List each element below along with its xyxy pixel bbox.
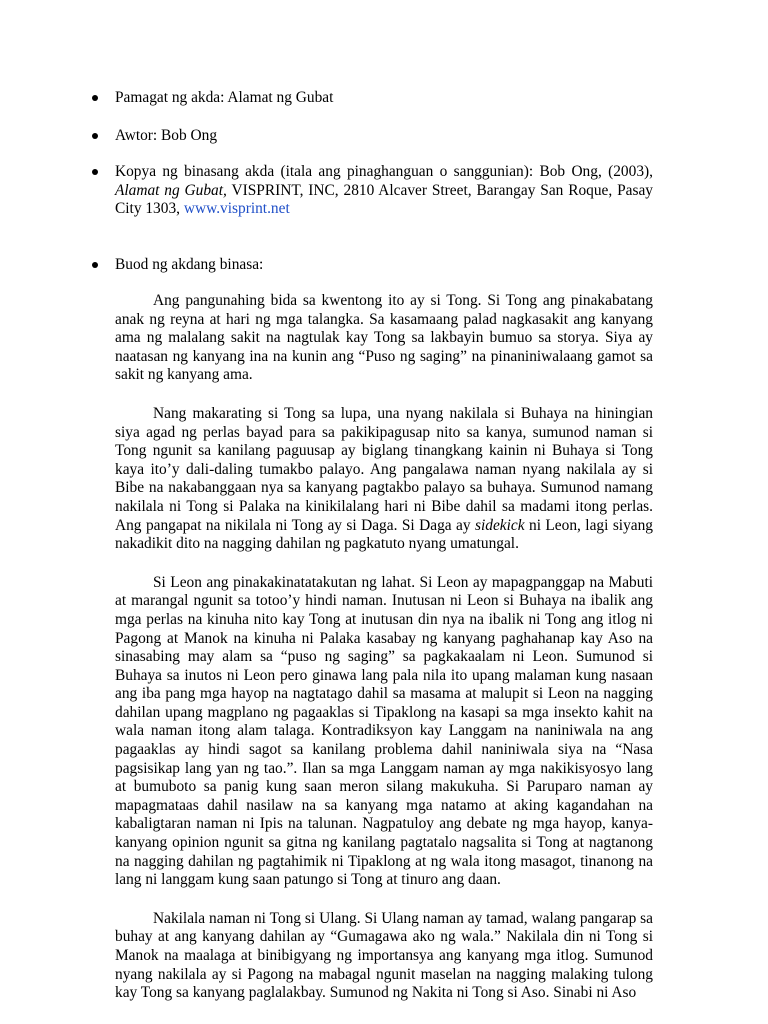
reference-prefix: Kopya ng binasang akda (itala ang pinaghanguan o sanggunian): Bob Ong, (2003), bbox=[115, 163, 653, 180]
summary-paragraph-3: Si Leon ang pinakakinatatakutan ng lahat. Si Leon ay mapagpanggap na Mabuti at marangal ngunit sa totoo’y hindi naman. Inutusan ni Leon si Buhaya na ibalik ang mga perlas na kinuha nito kay Tong at inutusan din nya na ibalik ni Tong ang itlog ni Pagong at Manok na kinuha ni Palaka kasabay ng kanyang paghahanap kay Aso na sinasabing may alam sa “puso ng saging” sa pagkakaalam ni Leon. Sumunod si Buhaya sa inutos ni Leon pero ginawa lang pala nila ito upang malaman kung nasaan ang iba pang mga hayop na nagtatago dahil sa masama at malupit si Leon na nagging dahilan upang magplano ng pagaaklas si Tipaklong na kasapi sa mga insekto kahit na wala naman itong alam talaga. Kontradiksyon kay Langgam na naniniwala na ang pagaaklas ay hindi sagot sa kanilang problema dahil naniniwala siya na “Nasa pagsisikap lang yan ng tao.”. Ilan sa mga Langgam naman ay mga nakikisyosyo lang at bumuboto sa panig kung saan meron silang makukuha. Si Paruparo naman ay mapagmataas dahil nasilaw na sa kanyang mga natamo at aking kagandahan na kabaligtaran naman ni Ipis na talunan. Nagpatuloy ang debate ng mga hayop, kanya-kanyang opinion ngunit sa gitna ng kanilang pagtatalo nagsalita si Tong at nagtanong na nagging dahilan ng pagtahimik ni Tipaklong at ng wala itong masagot, tinanong na lang ni langgam kung saan patungo si Tong at tinuro ang daan. bbox=[115, 573, 653, 889]
paragraph-2-emphasis: sidekick bbox=[475, 516, 525, 534]
author-line: Awtor: Bob Ong bbox=[115, 126, 218, 144]
work-title: Pamagat ng akda: Alamat ng Gubat bbox=[115, 89, 334, 106]
paragraph-2-before: Nang makarating si Tong sa lupa, una nyang nakilala si Buhaya na hiningian siya agad ng perlas bayad para sa pakikipagusap nito sa kanya, sumunod naman si Tong ngunit sa kanilang paguusap ay biglang tinangkang kainin ni Buhaya si Tong kaya ito’y dali-daling tumakbo palayo. Ang pangalawa naman nyang nakilala ay si Bibe na nakabanggaan nya sa kanyang pagtakbo palayo sa buhaya. Sumunod namang nakilala ni Tong si Palaka na kinikilalang hari ni Bibe dahil sa madami itong perlas. Ang pangapat na nikilala ni Tong ay si Daga. Si Daga ay bbox=[115, 404, 653, 534]
paragraph-2-after: ni Leon, lagi siyang nakadikit dito na nagging dahilan ng pagkatuto nyang umatungal. bbox=[115, 516, 653, 553]
bullet-dot bbox=[92, 262, 98, 268]
reference-book-title: Alamat ng Gubat, bbox=[115, 181, 227, 199]
bullet-dot bbox=[92, 169, 98, 175]
summary-paragraph-1: Ang pangunahing bida sa kwentong ito ay si Tong. Si Tong ang pinakabatang anak ng reyna at hari ng mga talangka. Sa kasamaang palad nagkasakit ang kanyang ama ng malalang sakit na nagtulak kay Tong sa lakbayin bumuo sa storya. Siya ay naatasan ng kanyang ina na kunin ang “Puso ng saging” na pinaniniwalaang gamot sa sakit ng kanyang ama. bbox=[115, 292, 653, 384]
author-bullet bbox=[86, 127, 653, 146]
bullet-dot bbox=[92, 133, 98, 139]
summary-paragraph-4: Nakilala naman ni Tong si Ulang. Si Ulang naman ay tamad, walang pangarap sa buhay at ang kanyang dahilan ay “Gumagawa ako ng wala.” Nakilala din ni Tong si Manok na maalaga at binibigyang ng importansya ang kanyang mga itlog. Sumunod nyang nakilala ay si Pagong na mabagal ngunit maselan na nagging malaking tulong kay Tong sa kanyang paglalakbay. Sumunod ng Nakita ni Tong si Aso. Sinabi ni Aso bbox=[115, 909, 653, 1002]
summary-bullet bbox=[86, 256, 653, 275]
publisher-link[interactable]: www.visprint.net bbox=[183, 200, 290, 217]
summary-paragraph-2 bbox=[115, 405, 653, 554]
reference-bullet bbox=[86, 163, 653, 219]
bullet-dot bbox=[92, 95, 98, 101]
reference-suffix: VISPRINT, INC, 2810 Alcaver Street, Barangay San Roque, Pasay City 1303, bbox=[115, 181, 653, 217]
title-bullet bbox=[86, 89, 653, 108]
summary-label: Buod ng akdang binasa: bbox=[115, 255, 264, 273]
